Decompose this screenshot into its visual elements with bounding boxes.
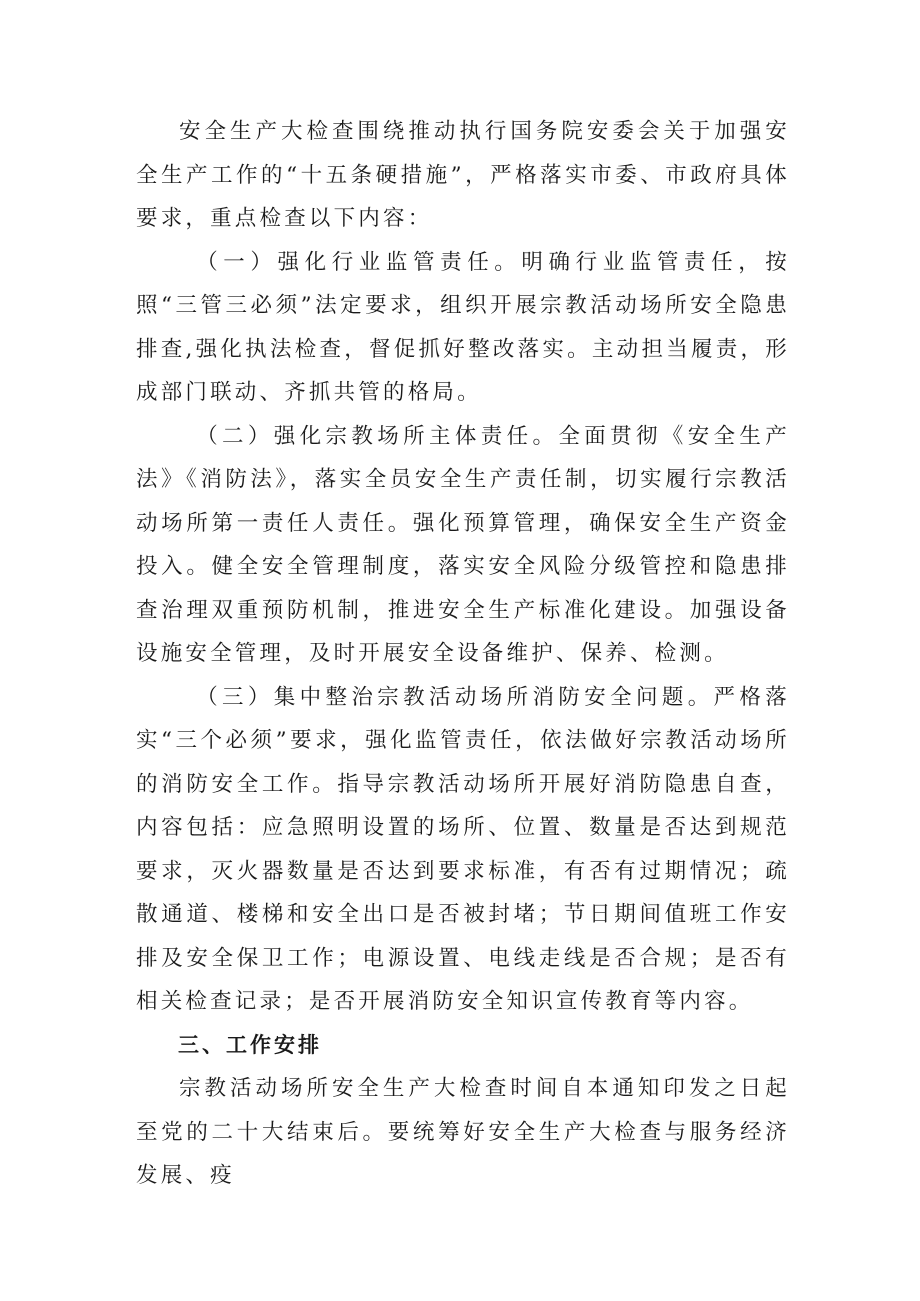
intro-paragraph: 安全生产大检查围绕推动执行国务院安委会关于加强安全生产工作的“十五条硬措施”，严格落实市委、市政府具体要求，重点检查以下内容： [136, 119, 790, 231]
item-three-paragraph: （三）集中整治宗教活动场所消防安全问题。严格落实“三个必须”要求，强化监管责任，依法做好宗教活动场所的消防安全工作。指导宗教活动场所开展好消防隐患自查，内容包括：应急照明设置的场所、位置、数量是否达到规范要求，灭火器数量是否达到要求标准，有否有过期情况；疏散通道、楼梯和安全出口是否被封堵；节日期间值班工作安排及安全保卫工作；电源设置、电线走线是否合规；是否有相关检查记录；是否开展消防安全知识宣传教育等内容。 [136, 684, 790, 1014]
section-three-heading: 三、工作安排 [178, 1032, 322, 1057]
document-page [136, 110, 790, 1198]
item-one-paragraph: （一）强化行业监管责任。明确行业监管责任，按照“三管三必须”法定要求，组织开展宗教活动场所安全隐患排查,强化执法检查，督促抓好整改落实。主动担当履责，形成部门联动、齐抓共管的格局。 [136, 249, 790, 405]
item-two-paragraph: （二）强化宗教场所主体责任。全面贯彻《安全生产法》《消防法》，落实全员安全生产责任制，切实履行宗教活动场所第一责任人责任。强化预算管理，确保安全生产资金投入。健全安全管理制度，落实安全风险分级管控和隐患排查治理双重预防机制，推进安全生产标准化建设。加强设备设施安全管理，及时开展安全设备维护、保养、检测。 [136, 423, 790, 666]
section-three-paragraph: 宗教活动场所安全生产大检查时间自本通知印发之日起至党的二十大结束后。要统筹好安全生产大检查与服务经济发展、疫 [136, 1076, 790, 1188]
